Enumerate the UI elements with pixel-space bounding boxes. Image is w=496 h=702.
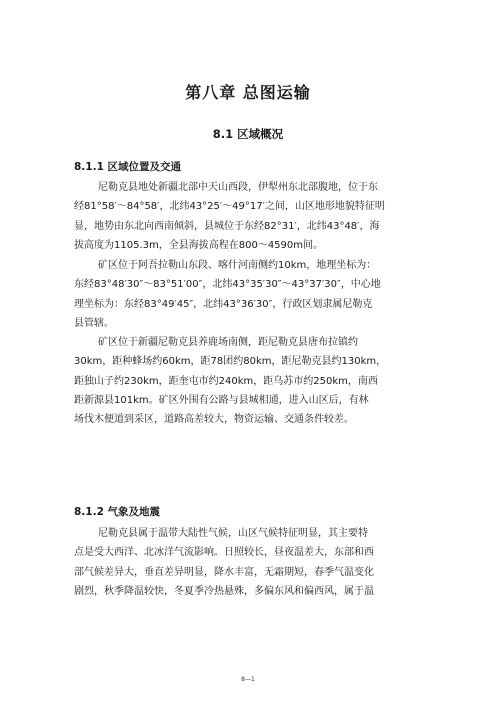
chapter-title: 第八章 总图运输: [185, 83, 311, 102]
text-line: 尼勒克县地处新疆北部中天山西段，伊犁州东北部腹地，位于东: [98, 182, 378, 193]
text-line: 剧烈，秋季降温较快，冬夏季冷热悬殊，多偏东风和偏西风，属于温: [74, 585, 374, 597]
text-line: 点是受大西洋、北冰洋气流影响。日照较长，昼夜温差大，东部和西: [74, 547, 374, 559]
text-line: 30km，距种蜂场约60km，距78团约80km，距尼勒克县约130km，: [74, 356, 387, 368]
text-line: 尼勒克县属于温带大陆性气候，山区气候特征明显，其主要特: [98, 528, 368, 539]
paragraph-transport-distances: [74, 333, 421, 429]
subsection-title-climate: 8.1.2 气象及地震: [74, 506, 161, 518]
paragraph-location-intro: [74, 178, 421, 255]
page-number: 8—1: [241, 676, 255, 683]
paragraph-mine-coordinates: [74, 256, 421, 333]
text-line: 显，地势由东北向西南倾斜，县城位于东经82°31′，北纬43°48′，海: [74, 220, 380, 232]
text-line: 东经83°48′30″～83°51′00″，北纬43°35′30″～43°37′30″，中心地: [74, 279, 381, 291]
text-line: 矿区位于新疆尼勒克县养鹿场南侧，距尼勒克县唐布拉镇约: [98, 337, 358, 348]
text-line: 距独山子约230km，距奎屯市约240km，距乌苏市约250km，南西: [74, 375, 378, 387]
text-line: 理坐标为：东经83°49′45″，北纬43°36′30″，行政区划隶属尼勒克: [74, 298, 373, 310]
text-line: 矿区位于阿吾拉勒山东段、喀什河南侧约10km，地理坐标为：: [98, 260, 377, 271]
paragraph-climate: [74, 524, 421, 601]
text-line: 距新源县101km。矿区外围有公路与县城相通，进入山区后，有林: [74, 394, 369, 406]
text-line: 县管辖。: [74, 317, 114, 329]
subsection-title-location: 8.1.1 区域位置及交通: [74, 161, 182, 173]
text-line: 拔高度为1105.3m，全县海拔高程在800～4590m间。: [74, 239, 324, 251]
text-line: 经81°58′～84°58′，北纬43°25′～49°17′之间，山区地形地貌特征明: [74, 201, 385, 213]
section-title: 8.1 区域概况: [212, 127, 284, 141]
text-line: 部气候差异大，垂直差异明显，降水丰富，无霜期短，春季气温变化: [74, 566, 374, 578]
text-line: 场伐木便道到采区，道路高差较大，物资运输、交通条件较差。: [74, 414, 354, 426]
